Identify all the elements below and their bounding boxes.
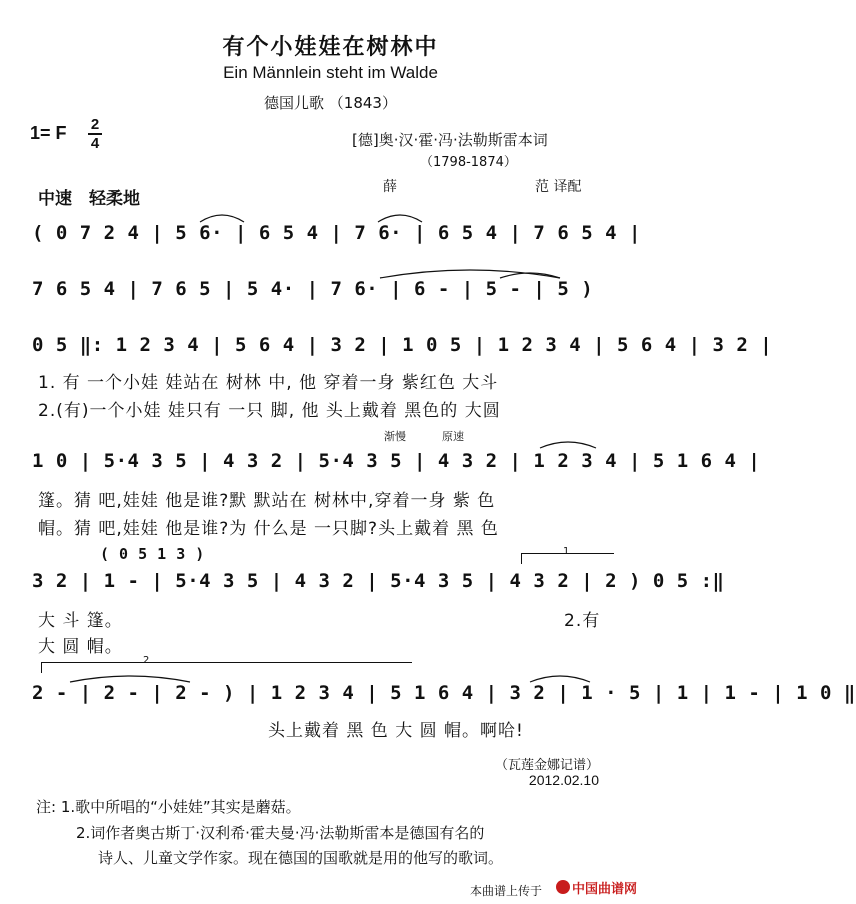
- site-logo-icon: [556, 880, 570, 894]
- slur: [380, 270, 560, 278]
- slur: [70, 676, 190, 682]
- site-name[interactable]: 中国曲谱网: [572, 882, 638, 897]
- tempo-marking: 中速 轻柔地: [38, 189, 140, 209]
- lyric-line-5a-end: 2.有: [564, 611, 601, 631]
- time-signature-top: 2: [90, 116, 100, 133]
- transcriber-credit: （瓦莲金娜记谱）: [494, 758, 599, 773]
- note-3: 诗人、儿童文学作家。现在德国的国歌就是用的他写的歌词。: [98, 849, 504, 867]
- transcription-date: 2012.02.10: [528, 772, 599, 788]
- lyricist-years: （1798-1874）: [420, 155, 517, 170]
- note-1: 注: 1.歌中所唱的“小娃娃”其实是蘑菇。: [36, 798, 301, 816]
- slur: [530, 676, 590, 682]
- lyric-line-3b: 2.(有)一个小娃 娃只有 一只 脚, 他 头上戴着 黑色的 大圆: [38, 401, 501, 421]
- key-signature: 1= F: [30, 123, 67, 143]
- song-title: 有个小娃娃在树林中: [222, 35, 439, 60]
- volta-number-1: 1: [563, 546, 570, 557]
- slur: [378, 215, 422, 222]
- lyric-line-4b: 帽。猜 吧,娃娃 他是谁?为 什么是 一只脚?头上戴着 黑 色: [38, 519, 499, 539]
- song-origin: 德国儿歌 （1843）: [264, 94, 397, 112]
- slur: [200, 215, 244, 222]
- slur: [540, 442, 596, 448]
- translator-credit-a: 薛: [383, 179, 397, 195]
- song-subtitle: Ein Männlein steht im Walde: [223, 63, 438, 82]
- score-line-4: 1 0 | 5·4 3 5 | 4 3 2 | 5·4 3 5 | 4 3 2 | 1 2 3 4 | 5 1 6 4 |: [32, 450, 761, 472]
- lyric-line-6: 头上戴着 黑 色 大 圆 帽。啊哈!: [268, 721, 524, 741]
- score-line-2: 7 6 5 4 | 7 6 5 | 5 4· | 7 6· | 6 - | 5 - | 5 ): [32, 278, 594, 300]
- note-2: 2.词作者奥古斯丁·汉利希·霍夫曼·冯·法勒斯雷本是德国有名的: [76, 824, 485, 842]
- score-line-5: 3 2 | 1 - | 5·4 3 5 | 4 3 2 | 5·4 3 5 | 4 3 2 | 2 ) 0 5 :‖: [32, 570, 725, 592]
- translator-credit-b: 范 译配: [535, 179, 582, 195]
- pickup-notes: ( 0 5 1 3 ): [100, 545, 205, 563]
- score-line-1: ( 0 7 2 4 | 5 6· | 6 5 4 | 7 6· | 6 5 4 | 7 6 5 4 |: [32, 222, 641, 244]
- score-line-6: 2 - | 2 - | 2 - ) | 1 2 3 4 | 5 1 6 4 | 3 2 | 1 · 5 | 1 | 1 - | 1 0 ‖: [32, 682, 856, 704]
- volta-number-2: 2: [143, 655, 150, 666]
- lyric-line-4a: 篷。猜 吧,娃娃 他是谁?默 默站在 树林中,穿着一身 紫 色: [38, 491, 496, 511]
- lyricist-credit: [德]奥·汉·霍·冯·法勒斯雷本词: [352, 131, 548, 149]
- lyric-line-5a: 大 斗 篷。: [38, 611, 123, 631]
- lyric-line-3a: 1. 有 一个小娃 娃站在 树林 中, 他 穿着一身 紫红色 大斗: [38, 373, 499, 393]
- direction-slow: 渐慢: [384, 430, 406, 443]
- direction-a-tempo: 原速: [442, 430, 464, 443]
- time-signature-bottom: 4: [90, 135, 100, 152]
- score-line-3: 0 5 ‖: 1 2 3 4 | 5 6 4 | 3 2 | 1 0 5 | 1 2 3 4 | 5 6 4 | 3 2 |: [32, 334, 773, 356]
- lyric-line-5b: 大 圆 帽。: [38, 637, 123, 657]
- upload-credit: 本曲谱上传于: [470, 884, 543, 898]
